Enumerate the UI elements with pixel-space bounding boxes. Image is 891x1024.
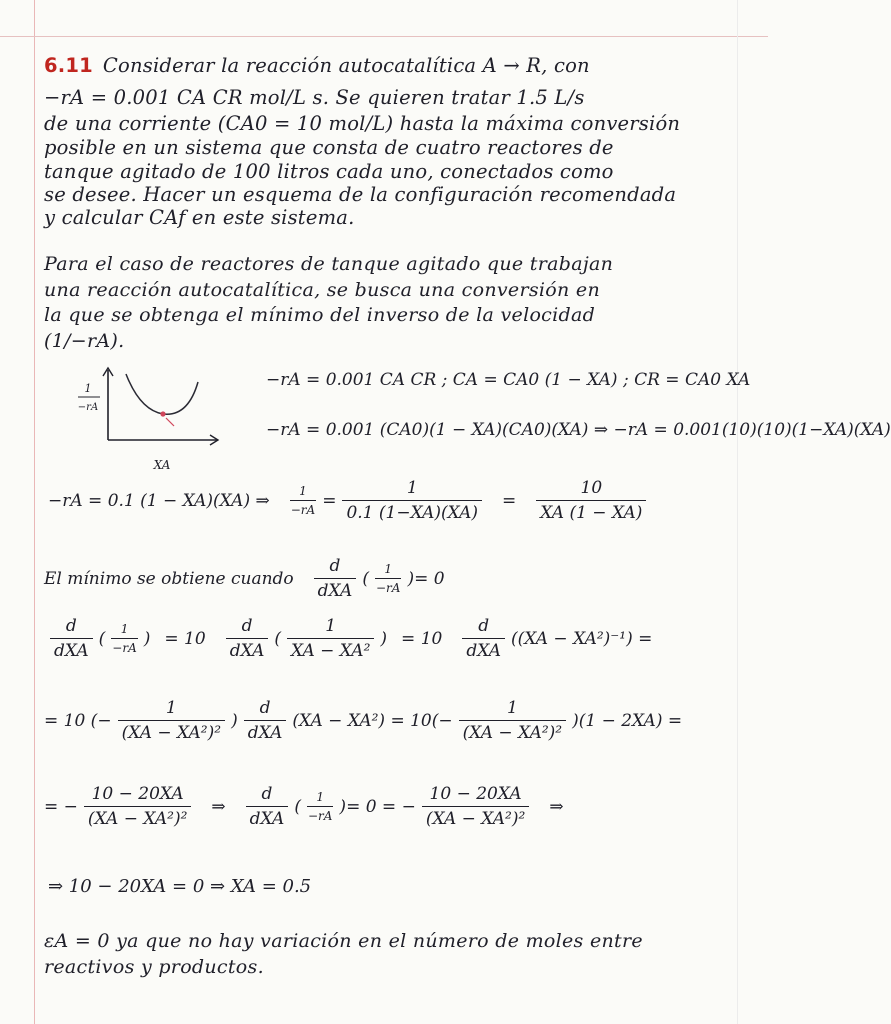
problem-line-7: y calcular CAf en este sistema. [44, 206, 355, 229]
problem-number: 6.11 [44, 54, 93, 77]
eq-solution-xa: ⇒ 10 − 20XA = 0 ⇒ XA = 0.5 [48, 876, 312, 897]
explanation-line-3: la que se obtenga el mínimo del inverso de la velocidad [44, 304, 596, 326]
frac-one-over-rate-expr: $\frac{1}{0.1 (1-XA)(XA)}$ [342, 478, 482, 523]
explanation-line-1: Para el caso de reactores de tanque agitado que trabajan [44, 253, 614, 275]
edge-rule [737, 0, 738, 1024]
plot-curve [126, 374, 198, 414]
eq-rate-substitution: −rA = 0.001 (CA0)(1 − XA)(CA0)(XA) ⇒ −rA = 0.001(10)(10)(1−XA)(XA) [266, 420, 891, 440]
problem-line-3: de una corriente (CA0 = 10 mol/L) hasta la máxima conversión [44, 112, 681, 135]
plot-y-num: 1 [84, 382, 92, 395]
margin-line [34, 0, 35, 1024]
problem-line-1: 6.11 Considerar la reacción autocatalítica A → R, con [44, 54, 590, 77]
plot-x-label: XA [153, 458, 171, 472]
eq-derivative-step-3: = − $\frac{10 - 20XA}{\text{(XA − XA²)²}}$ ⇒ $\frac{d}{\text{dXA}}$ ( $\frac{1}{-rA}$ ) = 0 = − $\frac{10 - 20XA}{\text{(XA − XA²)²}}$ ⇒ [44, 784, 564, 829]
problem-line-2: −rA = 0.001 CA CR mol/L s. Se quieren tratar 1.5 L/s [44, 86, 585, 109]
frac-ten-over-rate-expr: $\frac{10}{XA (1 - XA)}$ [536, 478, 646, 523]
plot-minimum-point [160, 411, 165, 416]
plot-y-den: −rA [77, 402, 99, 413]
eq-inverse-rate: −rA = 0.1 (1 − XA)(XA) ⇒ $\frac{1}{-rA}$ = $\frac{1}{0.1 (1-XA)(XA)}$ = $\frac{10}{XA (1 - XA)}$ [48, 478, 652, 523]
inverse-rate-sketch [70, 362, 230, 477]
problem-line-6: se desee. Hacer un esquema de la configuración recomendada [44, 183, 677, 206]
eq-derivative-step-1: $\frac{d}{\text{dXA}}$ ( $\frac{1}{-rA}$ ) = 10 $\frac{d}{\text{dXA}}$ ( $\frac{1}{\text{XA − XA²}}$ ) = 10 $\frac{d}{\text{dXA}}$ ((XA − XA²)⁻¹) = [44, 616, 652, 661]
eq-derivative-step-2: = 10 (− $\frac{1}{\text{(XA − XA²)²}}$ ) $\frac{d}{\text{dXA}}$ (XA − XA²) = 10(− $\frac{1}{\text{(XA − XA²)²}}$ )(1 − 2XA) = [44, 698, 683, 743]
eq-minimum-condition: El mínimo se obtiene cuando $\frac{d}{\text{dXA}}$ ( $\frac{1}{-rA}$ ) = 0 [44, 556, 445, 601]
problem-line-4: posible en un sistema que consta de cuatro reactores de [44, 136, 614, 159]
note-line-1: εA = 0 ya que no hay variación en el número de moles entre [44, 930, 643, 952]
plot-min-arrow [166, 418, 174, 426]
frac-one-over-rA: $\frac{1}{-rA}$ [290, 484, 316, 517]
explanation-line-4: (1/−rA). [44, 330, 125, 352]
problem-line-5: tanque agitado de 100 litros cada uno, conectados como [44, 160, 614, 183]
note-line-2: reactivos y productos. [44, 956, 264, 978]
frac-d-dxa: $\frac{d}{\text{dXA}}$ [314, 556, 357, 601]
top-rule [0, 36, 768, 37]
explanation-line-2: una reacción autocatalítica, se busca una conversión en [44, 279, 600, 301]
eq-rate-definitions: −rA = 0.001 CA CR ; CA = CA0 (1 − XA) ; CR = CA0 XA [266, 370, 751, 390]
